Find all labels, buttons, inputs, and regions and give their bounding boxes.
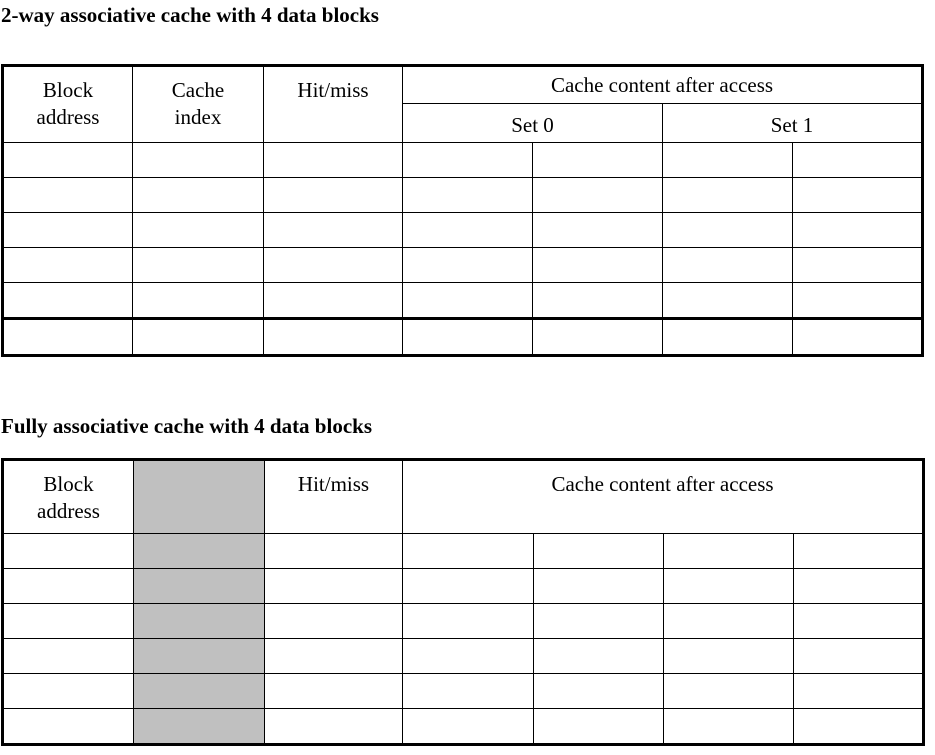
block1-cell[interactable] [534, 674, 664, 709]
set0-header: Set 0 [403, 104, 663, 143]
block3-cell[interactable] [794, 674, 924, 709]
cache-index-cell[interactable] [133, 319, 264, 356]
header-row [3, 460, 924, 534]
table-row [3, 674, 924, 709]
set1-way1-cell[interactable] [793, 143, 923, 178]
block-address-header-line1: Block [43, 472, 94, 496]
block3-cell[interactable] [794, 534, 924, 569]
set0-way1-cell[interactable] [533, 143, 663, 178]
fully-associative-cache-title: Fully associative cache with 4 data blocks [1, 414, 372, 438]
block-address-header-line1: Block [42, 78, 94, 102]
block0-cell[interactable] [403, 639, 534, 674]
cache-index-cell[interactable] [133, 213, 264, 248]
block-address-cell[interactable] [3, 143, 133, 178]
set0-way1-cell[interactable] [533, 248, 663, 283]
table-row [3, 569, 924, 604]
set1-way0-cell[interactable] [663, 319, 793, 356]
two-way-cache-table [1, 64, 924, 357]
block-address-cell[interactable] [3, 604, 134, 639]
cache-index-header [133, 66, 264, 143]
cache-index-header-line2: index [174, 105, 222, 129]
table-row [3, 639, 924, 674]
hit-miss-header [264, 66, 403, 143]
set1-way1-cell[interactable] [793, 319, 923, 356]
block0-cell[interactable] [403, 709, 534, 745]
hit-miss-cell[interactable] [264, 143, 403, 178]
table-row [3, 143, 923, 178]
set0-way1-cell[interactable] [533, 319, 663, 356]
unused-index-header [134, 460, 265, 534]
block-address-cell[interactable] [3, 569, 134, 604]
block0-cell[interactable] [403, 569, 534, 604]
hit-miss-cell[interactable] [265, 674, 403, 709]
block1-cell[interactable] [534, 709, 664, 745]
block2-cell[interactable] [664, 639, 794, 674]
block-address-cell[interactable] [3, 178, 133, 213]
block2-cell[interactable] [664, 604, 794, 639]
hit-miss-header-text: Hit/miss [297, 472, 370, 496]
set0-way0-cell[interactable] [403, 283, 533, 319]
cache-index-header-line1: Cache [171, 78, 225, 102]
table-row [3, 319, 923, 356]
block-address-cell[interactable] [3, 534, 134, 569]
block2-cell[interactable] [664, 709, 794, 745]
set1-way0-cell[interactable] [663, 178, 793, 213]
hit-miss-cell[interactable] [265, 534, 403, 569]
block1-cell[interactable] [534, 569, 664, 604]
block-address-header-line2: address [37, 499, 100, 523]
block-address-header-line2: address [36, 105, 100, 129]
hit-miss-cell[interactable] [264, 248, 403, 283]
block-address-cell[interactable] [3, 709, 134, 745]
two-way-cache-title: 2-way associative cache with 4 data blocks [1, 3, 379, 27]
hit-miss-header-text: Hit/miss [297, 78, 369, 102]
block1-cell[interactable] [534, 534, 664, 569]
set1-way1-cell[interactable] [793, 178, 923, 213]
table-row [3, 283, 923, 319]
block-address-cell[interactable] [3, 674, 134, 709]
set0-way0-cell[interactable] [403, 319, 533, 356]
set1-way0-cell[interactable] [663, 143, 793, 178]
cache-index-cell[interactable] [133, 143, 264, 178]
set1-way0-cell[interactable] [663, 248, 793, 283]
block-address-cell[interactable] [3, 213, 133, 248]
hit-miss-cell[interactable] [265, 604, 403, 639]
block2-cell[interactable] [664, 569, 794, 604]
header-row [3, 66, 923, 104]
set1-way0-cell[interactable] [663, 213, 793, 248]
unused-index-cell [134, 569, 265, 604]
hit-miss-cell[interactable] [264, 213, 403, 248]
unused-index-cell [134, 604, 265, 639]
table-row [3, 178, 923, 213]
block-address-cell[interactable] [3, 319, 133, 356]
set0-way1-cell[interactable] [533, 213, 663, 248]
hit-miss-cell[interactable] [265, 639, 403, 674]
table-row [3, 604, 924, 639]
set1-way1-cell[interactable] [793, 248, 923, 283]
hit-miss-cell[interactable] [265, 709, 403, 745]
set1-way1-cell[interactable] [793, 283, 923, 319]
set0-way1-cell[interactable] [533, 178, 663, 213]
block1-cell[interactable] [534, 604, 664, 639]
set0-way1-cell[interactable] [533, 283, 663, 319]
block3-cell[interactable] [794, 709, 924, 745]
block0-cell[interactable] [403, 604, 534, 639]
block0-cell[interactable] [403, 674, 534, 709]
table-row [3, 534, 924, 569]
fully-associative-cache-table [1, 458, 925, 746]
set0-way0-cell[interactable] [403, 178, 533, 213]
unused-index-cell [134, 639, 265, 674]
table-row [3, 248, 923, 283]
hit-miss-header [265, 460, 403, 534]
unused-index-cell [134, 534, 265, 569]
unused-index-cell [134, 674, 265, 709]
set1-way1-cell[interactable] [793, 213, 923, 248]
set0-way0-cell[interactable] [403, 213, 533, 248]
cache-content-header: Cache content after access [403, 66, 923, 104]
block2-cell[interactable] [664, 534, 794, 569]
block3-cell[interactable] [794, 569, 924, 604]
hit-miss-cell[interactable] [264, 319, 403, 356]
block1-cell[interactable] [534, 639, 664, 674]
block-address-header [3, 460, 134, 534]
block-address-cell[interactable] [3, 639, 134, 674]
block-address-cell[interactable] [3, 283, 133, 319]
block-address-header [3, 66, 133, 143]
block2-cell[interactable] [664, 674, 794, 709]
hit-miss-cell[interactable] [264, 178, 403, 213]
cache-index-cell[interactable] [133, 248, 264, 283]
cache-content-header [403, 460, 924, 534]
hit-miss-cell[interactable] [264, 283, 403, 319]
unused-index-cell [134, 709, 265, 745]
set1-way0-cell[interactable] [663, 283, 793, 319]
set0-way0-cell[interactable] [403, 248, 533, 283]
cache-content-header-text: Cache content after access [551, 472, 774, 496]
set0-way0-cell[interactable] [403, 143, 533, 178]
block-address-cell[interactable] [3, 248, 133, 283]
block3-cell[interactable] [794, 604, 924, 639]
set1-header: Set 1 [663, 104, 923, 143]
block0-cell[interactable] [403, 534, 534, 569]
table-row [3, 709, 924, 745]
cache-index-cell[interactable] [133, 283, 264, 319]
table-row [3, 213, 923, 248]
cache-index-cell[interactable] [133, 178, 264, 213]
block3-cell[interactable] [794, 639, 924, 674]
hit-miss-cell[interactable] [265, 569, 403, 604]
